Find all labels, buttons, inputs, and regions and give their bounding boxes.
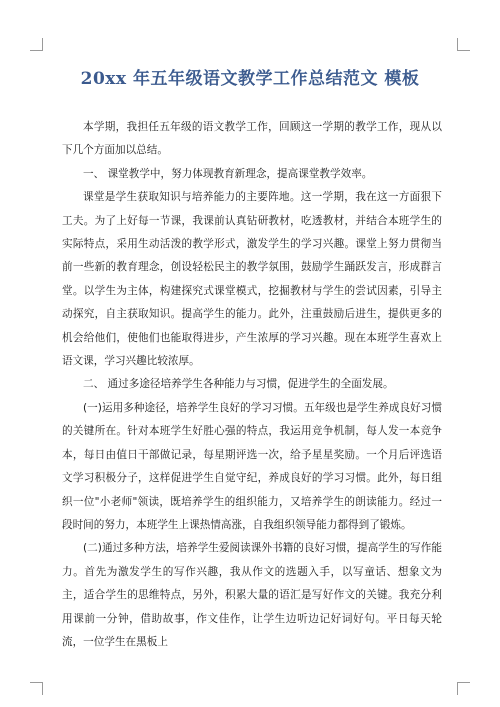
- body-paragraph: 课堂是学生获取知识与培养能力的主要阵地。这一学期，我在这一方面狠下工夫。为了上好每一节课，我课前认真钻研教材，吃透教材，并结合本班学生的实际特点，采用生动活泼的教学形式，激发学生的学习兴趣。课堂上努力贯彻当前一些新的教育理念，创设轻松民主的教学氛围，鼓励学生踊跃发言，形成群言堂。以学生为主体，构建探究式课堂模式，挖掘教材与学生的尝试因素，引导主动探究，自主获取知识。提高学生的能力。此外，注重鼓励后进生，提供更多的机会给他们，使他们也能取得进步，产生浓厚的学习兴趣。现在本班学生喜欢上语文课，学习兴趣比较浓厚。: [62, 191, 442, 368]
- crop-mark-top-left: [30, 38, 43, 51]
- intro-paragraph: 本学期，我担任五年级的语文教学工作，回顾这一学期的教学工作，现从以下几个方面加以总结。: [62, 121, 442, 157]
- body-paragraph: (一)运用多种途径，培养学生良好的学习习惯。五年级也是学生养成良好习惯的关键所在。针对本班学生好胜心强的特点，我运用竞争机制，每人发一本竞争本，每日由值日干部做记录，每星期评选一次，给予星星奖励。一个月后评选语文学习积极分子，这样促进学生自觉守纪，养成良好的学习习惯。此外，每日组织一位"小老师"领读，既培养学生的组织能力，又培养学生的朗读能力。经过一段时间的努力，本班学生上课热情高涨，自我组织领导能力都得到了锻炼。: [62, 401, 442, 531]
- crop-mark-bottom-left: [30, 682, 43, 695]
- document-body: [62, 116, 442, 654]
- crop-mark-top-right: [457, 38, 470, 51]
- body-paragraph: (二)通过多种方法，培养学生爱阅读课外书籍的良好习惯，提高学生的写作能力。首先为激发学生的写作兴趣，我从作文的选题入手，以写童话、想象文为主，适合学生的思维特点，另外，积累大量的语汇是写好作文的关键。我充分利用课前一分钟，借助故事，作文佳作，让学生边听边记好词好句。平日每天轮流，一位学生在黑板上: [62, 542, 442, 648]
- section-heading-1: 一、 课堂教学中，努力体现教育新理念，提高课堂教学效率。: [83, 167, 373, 180]
- crop-mark-bottom-right: [457, 682, 470, 695]
- section-heading-2: 二、 通过多途径培养学生各种能力与习惯，促进学生的全面发展。: [83, 378, 394, 391]
- document-title: 20xx 年五年级语文教学工作总结范文 模板: [80, 69, 420, 89]
